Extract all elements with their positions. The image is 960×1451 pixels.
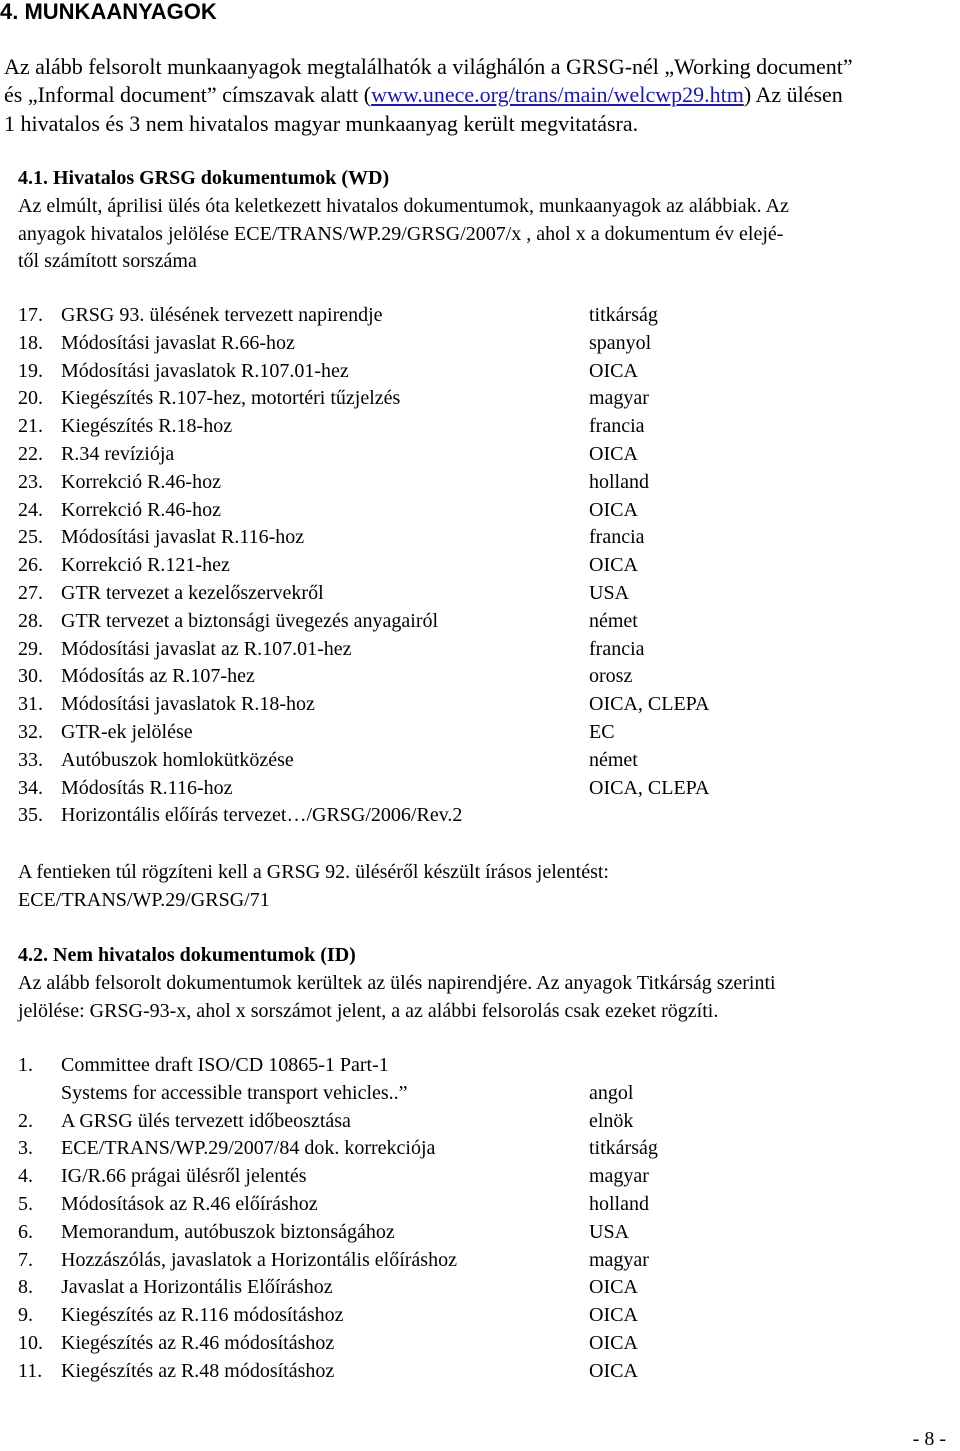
item-number: 2. [18, 1109, 33, 1132]
item-title: Kiegészítés R.18-hoz [61, 415, 233, 438]
item-title: Committee draft ISO/CD 10865-1 Part-1 [61, 1054, 389, 1076]
intro-line-2-pre: és „Informal document” címszavak alatt ( [4, 82, 372, 107]
item-number: 23. [18, 470, 43, 493]
item-submitter: OICA [589, 1331, 638, 1354]
item-submitter: OICA [589, 1304, 638, 1327]
item-number: 19. [18, 359, 43, 382]
item-title: IG/R.66 prágai ülésről jelentés [61, 1165, 307, 1188]
item-submitter: OICA [589, 1359, 638, 1382]
item-title: Hozzászólás, javaslatok a Horizontális előíráshoz [61, 1248, 457, 1271]
item-title: Systems for accessible transport vehicles..” [61, 1081, 408, 1104]
section1-note-1: A fentieken túl rögzíteni kell a GRSG 92. üléséről készült írásos jelentést: [18, 861, 609, 883]
item-number: 32. [18, 720, 43, 743]
item-number: 24. [18, 498, 43, 521]
item-number: 11. [18, 1359, 43, 1382]
item-title: Módosítási javaslatok R.107.01-hez [61, 359, 349, 382]
section2-line-1: Az alább felsorolt dokumentumok kerültek az ülés napirendjére. Az anyagok Titkárság szerinti [18, 972, 776, 994]
item-title: GTR tervezet a biztonsági üvegezés anyagairól [61, 609, 439, 632]
item-submitter: elnök [589, 1109, 634, 1132]
item-number: 17. [18, 304, 43, 326]
section1-line-2: anyagok hivatalos jelölése ECE/TRANS/WP.29/GRSG/2007/x , ahol x a dokumentum év elejé- [18, 223, 784, 245]
section-heading: 4. MUNKAANYAGOK [0, 0, 217, 24]
item-number: 6. [18, 1220, 33, 1243]
item-submitter: francia [589, 526, 645, 549]
item-number: 21. [18, 415, 43, 438]
item-number: 10. [18, 1331, 43, 1354]
item-title: Javaslat a Horizontális Előíráshoz [61, 1276, 333, 1299]
item-submitter: USA [589, 1220, 630, 1243]
section1-line-1: Az elmúlt, áprilisi ülés óta keletkezett hivatalos dokumentumok, munkaanyagok az alábbiak. Az [18, 195, 789, 217]
item-title: Módosítások az R.46 előíráshoz [61, 1192, 318, 1215]
item-title: Módosítás az R.107-hez [61, 665, 255, 688]
item-title: Kiegészítés az R.116 módosításhoz [61, 1304, 344, 1327]
page-number: - 8 - [912, 1428, 946, 1450]
intro-line-2 [4, 81, 843, 109]
item-title: Korrekció R.46-hoz [61, 470, 221, 493]
item-number: 35. [18, 804, 43, 827]
item-title: Memorandum, autóbuszok biztonságához [61, 1220, 395, 1243]
section2-line-2: jelölése: GRSG-93-x, ahol x sorszámot jelent, a az alábbi felsorolás csak ezeket rögzíti. [18, 1000, 719, 1022]
item-title: Módosítás R.116-hoz [61, 776, 233, 799]
unece-link[interactable]: www.unece.org/trans/main/welcwp29.htm [371, 82, 744, 107]
item-number: 30. [18, 665, 43, 688]
section1-note-2: ECE/TRANS/WP.29/GRSG/71 [18, 889, 270, 911]
section2-title: 4.2. Nem hivatalos dokumentumok (ID) [18, 944, 356, 966]
item-title: Autóbuszok homlokütközése [61, 748, 294, 771]
item-title: Módosítási javaslatok R.18-hoz [61, 693, 315, 716]
item-submitter: holland [589, 1192, 649, 1215]
section1-title: 4.1. Hivatalos GRSG dokumentumok (WD) [18, 167, 390, 189]
item-submitter: OICA, CLEPA [589, 693, 710, 716]
item-submitter: spanyol [589, 331, 652, 354]
item-title: Kiegészítés az R.46 módosításhoz [61, 1331, 335, 1354]
item-title: Horizontális előírás tervezet…/GRSG/2006/Rev.2 [61, 804, 463, 827]
item-title: Kiegészítés az R.48 módosításhoz [61, 1359, 335, 1382]
item-number: 3. [18, 1137, 33, 1160]
item-number: 28. [18, 609, 43, 632]
item-number: 4. [18, 1165, 33, 1188]
item-number: 33. [18, 748, 43, 771]
item-title: GTR-ek jelölése [61, 720, 193, 743]
item-submitter: EC [589, 720, 615, 743]
intro-line-3: 1 hivatalos és 3 nem hivatalos magyar munkaanyag került megvitatásra. [4, 111, 639, 136]
item-number: 31. [18, 693, 43, 716]
item-submitter: magyar [589, 1165, 649, 1188]
item-title: Módosítási javaslat R.116-hoz [61, 526, 305, 549]
item-submitter: francia [589, 637, 645, 660]
item-title: Kiegészítés R.107-hez, motortéri tűzjelzés [61, 387, 401, 410]
item-number: 8. [18, 1276, 33, 1299]
item-title: A GRSG ülés tervezett időbeosztása [61, 1109, 351, 1132]
item-number: 5. [18, 1192, 33, 1215]
item-submitter: angol [589, 1081, 634, 1104]
item-submitter: OICA [589, 359, 638, 382]
item-number: 1. [18, 1054, 33, 1076]
item-submitter: holland [589, 470, 649, 493]
item-submitter: magyar [589, 387, 649, 410]
item-number: 9. [18, 1304, 33, 1327]
item-submitter: német [589, 609, 638, 632]
item-submitter: titkárság [589, 1137, 658, 1160]
item-submitter: francia [589, 415, 645, 438]
item-number: 29. [18, 637, 43, 660]
item-submitter: USA [589, 581, 630, 604]
item-submitter: OICA [589, 442, 638, 465]
item-number: 25. [18, 526, 43, 549]
item-title: GRSG 93. ülésének tervezett napirendje [61, 304, 383, 326]
item-submitter: orosz [589, 665, 633, 688]
item-number: 27. [18, 581, 43, 604]
intro-line-1: Az alább felsorolt munkaanyagok megtalálhatók a világhálón a GRSG-nél „Working document” [4, 54, 853, 79]
intro-line-2-post: ) Az ülésen [743, 82, 843, 107]
item-title: Korrekció R.46-hoz [61, 498, 221, 521]
item-submitter: német [589, 748, 638, 771]
item-submitter: titkárság [589, 304, 658, 326]
item-title: Korrekció R.121-hez [61, 554, 230, 577]
item-number: 20. [18, 387, 43, 410]
item-submitter: OICA [589, 554, 638, 577]
item-title: R.34 revíziója [61, 442, 175, 465]
item-number: 22. [18, 442, 43, 465]
item-number: 7. [18, 1248, 33, 1271]
item-submitter: magyar [589, 1248, 649, 1271]
item-title: GTR tervezet a kezelőszervekről [61, 581, 324, 604]
item-number: 26. [18, 554, 43, 577]
item-submitter: OICA [589, 498, 638, 521]
item-submitter: OICA, CLEPA [589, 776, 710, 799]
item-submitter: OICA [589, 1276, 638, 1299]
section1-line-3: től számított sorszáma [18, 250, 197, 272]
item-number: 34. [18, 776, 43, 799]
item-number: 18. [18, 331, 43, 354]
item-title: ECE/TRANS/WP.29/2007/84 dok. korrekciója [61, 1137, 436, 1160]
item-title: Módosítási javaslat az R.107.01-hez [61, 637, 352, 660]
item-title: Módosítási javaslat R.66-hoz [61, 331, 295, 354]
